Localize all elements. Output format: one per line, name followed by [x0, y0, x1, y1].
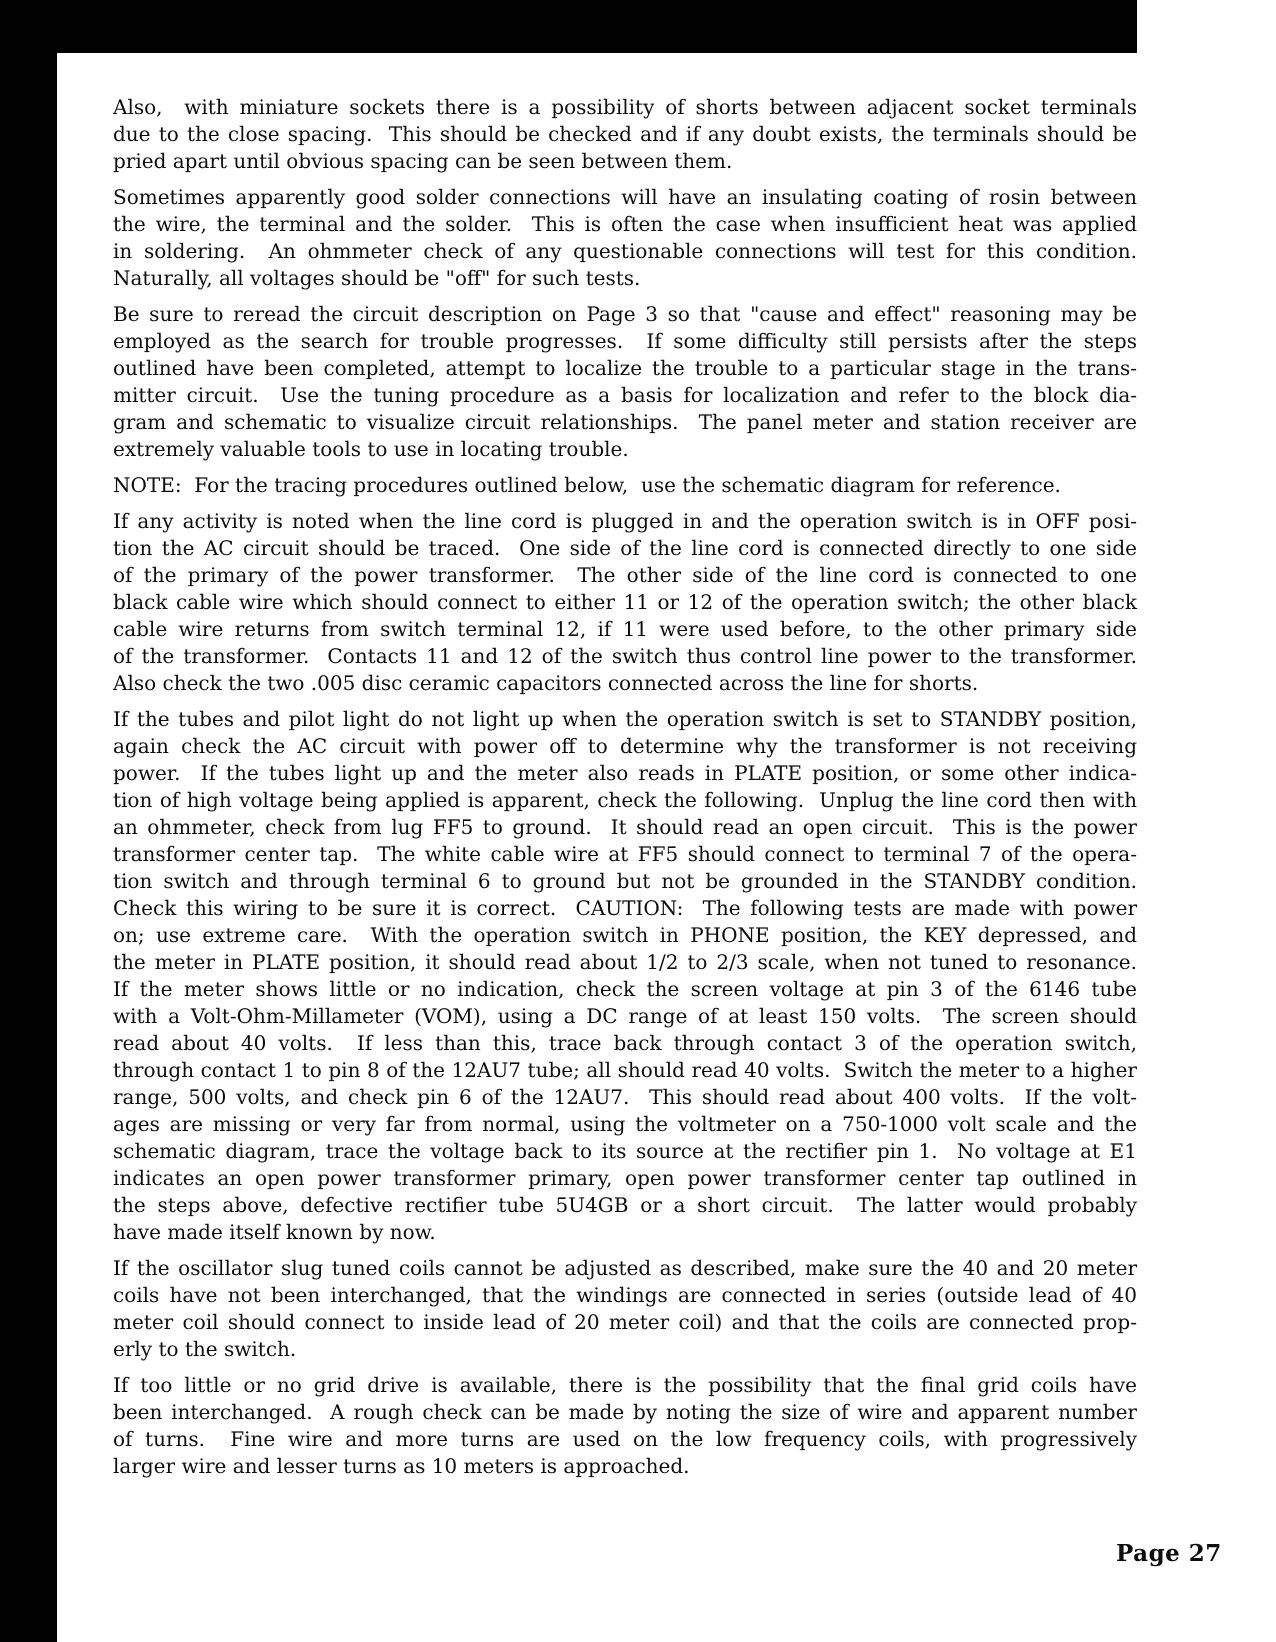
text-line: If the oscillator slug tuned coils cannot be adjusted as described, make sure the 40 and 20 meter: [113, 1256, 1137, 1280]
scan-artifact-left-band: [0, 0, 57, 1642]
text-line: black cable wire which should connect to either 11 or 12 of the operation switch; the other black: [113, 590, 1137, 614]
text-line: the wire, the terminal and the solder. This is often the case when insufficient heat was applied: [113, 212, 1137, 236]
text-line: Also, with miniature sockets there is a possibility of shorts between adjacent socket terminals: [113, 95, 1137, 119]
text-line: read about 40 volts. If less than this, trace back through contact 3 of the operation switch,: [113, 1031, 1137, 1055]
text-line: gram and schematic to visualize circuit relationships. The panel meter and station receiver are: [113, 410, 1137, 434]
text-line: of the transformer. Contacts 11 and 12 of the switch thus control line power to the transformer.: [113, 644, 1137, 668]
text-line: again check the AC circuit with power off to determine why the transformer is not receiving: [113, 734, 1137, 758]
text-line: schematic diagram, trace the voltage back to its source at the rectifier pin 1. No voltage at E1: [113, 1139, 1137, 1163]
text-line: If the tubes and pilot light do not light up when the operation switch is set to STANDBY position,: [113, 707, 1137, 731]
text-line: range, 500 volts, and check pin 6 of the 12AU7. This should read about 400 volts. If the volt-: [113, 1085, 1137, 1109]
paragraph: [113, 301, 1137, 463]
text-line: transformer center tap. The white cable wire at FF5 should connect to terminal 7 of the opera-: [113, 842, 1137, 866]
text-line: mitter circuit. Use the tuning procedure as a basis for localization and refer to the block dia-: [113, 383, 1137, 407]
paragraph: [113, 1255, 1137, 1363]
text-line: been interchanged. A rough check can be made by noting the size of wire and apparent number: [113, 1400, 1137, 1424]
text-line: the steps above, defective rectifier tube 5U4GB or a short circuit. The latter would probably: [113, 1193, 1137, 1217]
text-line: on; use extreme care. With the operation switch in PHONE position, the KEY depressed, and: [113, 923, 1137, 947]
text-line: have made itself known by now.: [113, 1220, 436, 1244]
text-line: extremely valuable tools to use in locating trouble.: [113, 437, 629, 461]
scan-artifact-top-band: [0, 0, 1137, 53]
paragraph: [113, 1372, 1137, 1480]
paragraph: [113, 472, 1137, 499]
paragraph: [113, 184, 1137, 292]
text-line: with a Volt-Ohm-Millameter (VOM), using a DC range of at least 150 volts. The screen should: [113, 1004, 1137, 1028]
text-line: tion the AC circuit should be traced. One side of the line cord is connected directly to one side: [113, 536, 1137, 560]
paragraph: [113, 706, 1137, 1246]
text-line: in soldering. An ohmmeter check of any questionable connections will test for this condition.: [113, 239, 1137, 263]
document-text: [113, 94, 1137, 1489]
paragraph: [113, 94, 1137, 175]
text-line: of the primary of the power transformer. The other side of the line cord is connected to one: [113, 563, 1137, 587]
text-line: NOTE: For the tracing procedures outlined below, use the schematic diagram for reference.: [113, 473, 1061, 497]
text-line: Also check the two .005 disc ceramic capacitors connected across the line for shorts.: [113, 671, 979, 695]
text-line: power. If the tubes light up and the meter also reads in PLATE position, or some other indica-: [113, 761, 1137, 785]
text-line: erly to the switch.: [113, 1337, 297, 1361]
text-line: Be sure to reread the circuit description on Page 3 so that "cause and effect" reasoning may be: [113, 302, 1137, 326]
text-line: coils have not been interchanged, that the windings are connected in series (outside lead of 40: [113, 1283, 1137, 1307]
text-line: If the meter shows little or no indication, check the screen voltage at pin 3 of the 6146 tube: [113, 977, 1137, 1001]
text-line: larger wire and lesser turns as 10 meters is approached.: [113, 1454, 690, 1478]
text-line: meter coil should connect to inside lead of 20 meter coil) and that the coils are connected prop-: [113, 1310, 1137, 1334]
text-line: indicates an open power transformer primary, open power transformer center tap outlined in: [113, 1166, 1137, 1190]
text-line: cable wire returns from switch terminal 12, if 11 were used before, to the other primary side: [113, 617, 1137, 641]
text-line: through contact 1 to pin 8 of the 12AU7 tube; all should read 40 volts. Switch the meter to a higher: [113, 1058, 1137, 1082]
page-number: Page 27: [1116, 1540, 1222, 1567]
text-line: Sometimes apparently good solder connections will have an insulating coating of rosin between: [113, 185, 1137, 209]
text-line: Naturally, all voltages should be "off" for such tests.: [113, 266, 641, 290]
text-line: tion switch and through terminal 6 to ground but not be grounded in the STANDBY condition.: [113, 869, 1137, 893]
text-line: ages are missing or very far from normal, using the voltmeter on a 750-1000 volt scale and the: [113, 1112, 1137, 1136]
text-line: due to the close spacing. This should be checked and if any doubt exists, the terminals should be: [113, 122, 1137, 146]
text-line: If too little or no grid drive is available, there is the possibility that the final grid coils have: [113, 1373, 1137, 1397]
text-line: If any activity is noted when the line cord is plugged in and the operation switch is in OFF posi-: [113, 509, 1137, 533]
text-line: employed as the search for trouble progresses. If some difficulty still persists after the steps: [113, 329, 1137, 353]
text-line: outlined have been completed, attempt to localize the trouble to a particular stage in the trans-: [113, 356, 1137, 380]
text-line: of turns. Fine wire and more turns are used on the low frequency coils, with progressively: [113, 1427, 1137, 1451]
text-line: an ohmmeter, check from lug FF5 to ground. It should read an open circuit. This is the power: [113, 815, 1137, 839]
text-line: Check this wiring to be sure it is correct. CAUTION: The following tests are made with power: [113, 896, 1137, 920]
paragraph: [113, 508, 1137, 697]
text-line: the meter in PLATE position, it should read about 1/2 to 2/3 scale, when not tuned to resonance.: [113, 950, 1137, 974]
text-line: pried apart until obvious spacing can be seen between them.: [113, 149, 733, 173]
text-line: tion of high voltage being applied is apparent, check the following. Unplug the line cord then with: [113, 788, 1137, 812]
